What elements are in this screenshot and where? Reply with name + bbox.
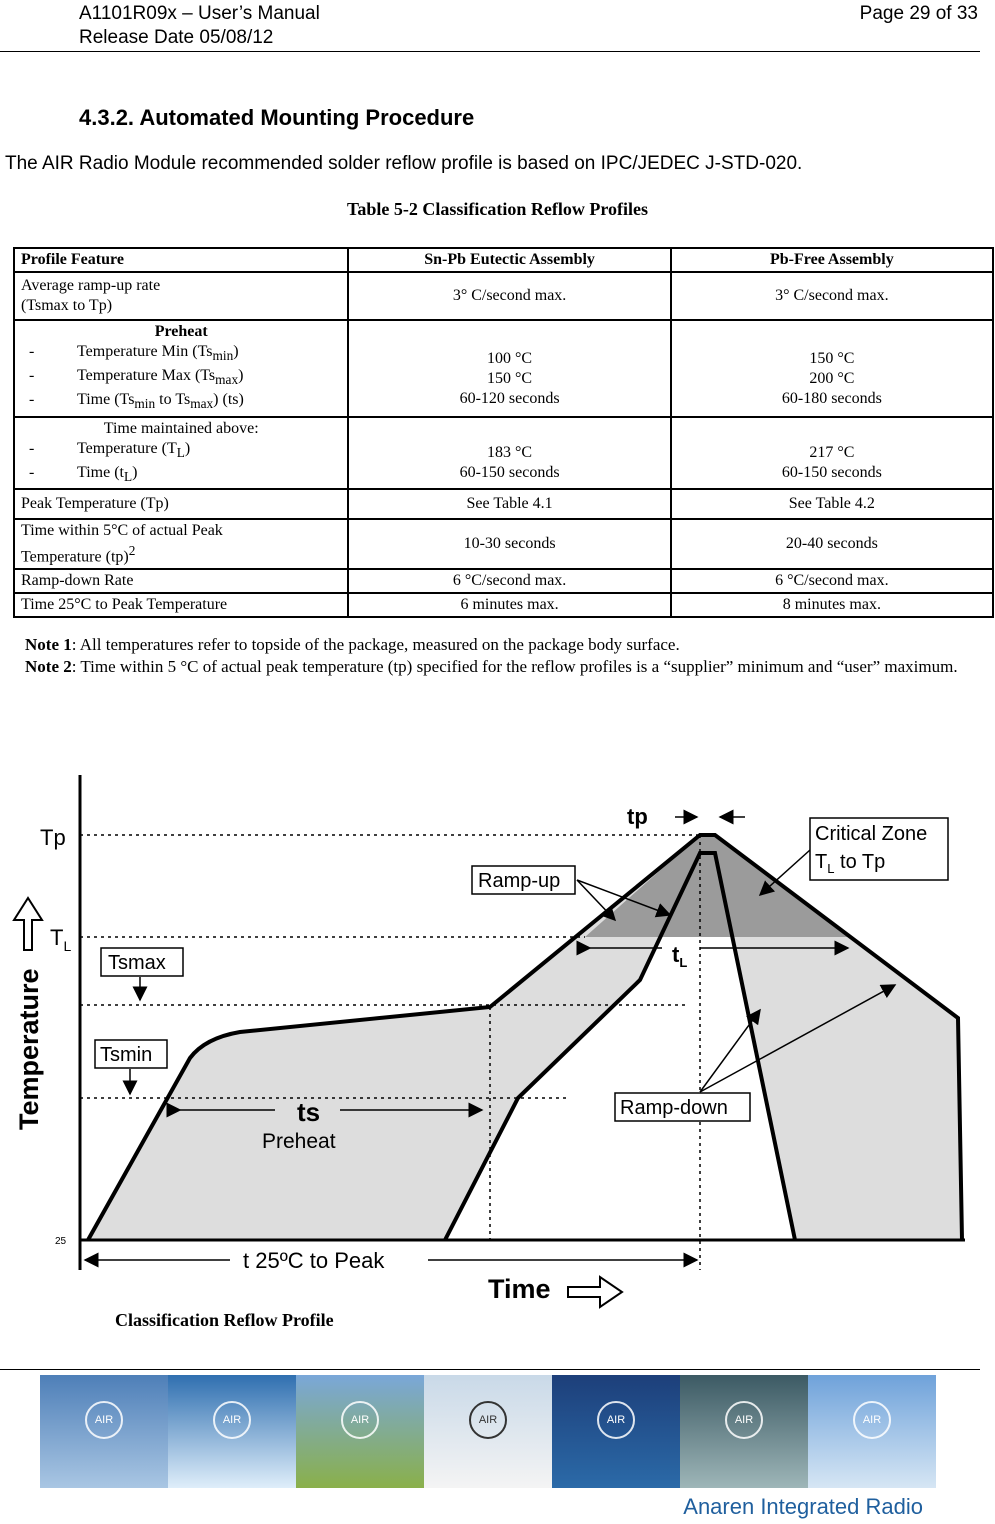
temperature-axis-label: Temperature — [14, 968, 44, 1130]
value-cell: 8 minutes max. — [671, 593, 993, 617]
air-badge-icon: AIR — [341, 1401, 379, 1439]
tl-small-label: $t_L$ — [672, 942, 688, 970]
value-cell: 150 °C 200 °C 60-180 seconds — [671, 320, 993, 417]
value-cell: 3° C/second max. — [671, 272, 993, 320]
table-row — [14, 519, 993, 569]
release-date: Release Date 05/08/12 — [79, 27, 274, 48]
air-badge-icon: AIR — [213, 1401, 251, 1439]
value-cell: 20-40 seconds — [671, 519, 993, 569]
page-number: Page 29 of 33 — [859, 3, 978, 24]
header-cell: Sn-Pb Eutectic Assembly — [348, 248, 670, 272]
banner-panel — [680, 1375, 808, 1488]
doc-title: A1101R09x – User’s Manual — [79, 3, 320, 24]
reflow-table — [13, 247, 994, 618]
table-caption: Table 5-2 Classification Reflow Profiles — [347, 199, 648, 219]
ramp-down-label: Ramp-down — [620, 1097, 728, 1119]
tp-small-label: tp — [627, 804, 648, 829]
brand-name: Anaren Integrated Radio — [683, 1494, 923, 1519]
tsmin-label: Tsmin — [100, 1044, 153, 1066]
value-cell: 217 °C 60-150 seconds — [671, 417, 993, 489]
critical-zone-label: Critical Zone — [815, 823, 928, 845]
table-row — [14, 489, 993, 519]
air-badge-icon: AIR — [597, 1401, 635, 1439]
banner-panel — [808, 1375, 936, 1488]
value-cell: 6 °C/second max. — [671, 569, 993, 593]
value-cell: 6 °C/second max. — [348, 569, 670, 593]
feature-cell: Preheat - Temperature Min $(Ts_{min})$ - Temperature Max $(Ts_{max})$ - Time ($Ts_{min}$ to $Ts_{max}$) (ts) — [14, 320, 348, 417]
note-2: Note 2: Time within 5 °C of actual peak temperature (tp) specified for the reflow profiles is a “supplier” minimum and “user” maximum. — [25, 657, 958, 676]
feature-cell: Time maintained above: - Temperature $(T_L)$ - Time $(t_L)$ — [14, 417, 348, 489]
value-cell: 6 minutes max. — [348, 593, 670, 617]
feature-cell: Peak Temperature (Tp) — [14, 489, 348, 519]
table-row — [14, 417, 993, 489]
footer-banner — [40, 1375, 936, 1488]
header-cell: Pb-Free Assembly — [671, 248, 993, 272]
table-row — [14, 320, 993, 417]
air-badge-icon: AIR — [725, 1401, 763, 1439]
table-row — [14, 569, 993, 593]
ts-label: ts — [297, 1097, 321, 1127]
section-title: 4.3.2. Automated Mounting Procedure — [79, 105, 475, 130]
tsmax-label: Tsmax — [108, 952, 166, 974]
time-arrow-icon — [568, 1277, 622, 1307]
banner-panel — [552, 1375, 680, 1488]
feature-cell: Average ramp-up rate (Tsmax to Tp) — [14, 272, 348, 320]
tl-label: $T_L$ — [50, 925, 72, 954]
t-25-to-peak-label: t 25ºC to Peak — [243, 1248, 385, 1273]
time-axis-label: Time — [488, 1274, 551, 1304]
air-badge-icon: AIR — [853, 1401, 891, 1439]
intro-text: The AIR Radio Module recommended solder reflow profile is based on IPC/JEDEC J-STD-020. — [5, 153, 803, 174]
table-row — [14, 593, 993, 617]
temperature-arrow-icon — [14, 898, 42, 950]
value-cell: 10-30 seconds — [348, 519, 670, 569]
note-1: Note 1: All temperatures refer to topside of the package, measured on the package body surface. — [25, 635, 680, 654]
value-cell: 3° C/second max. — [348, 272, 670, 320]
doc-header — [79, 2, 320, 50]
value-cell: 183 °C 60-150 seconds — [348, 417, 670, 489]
table-header-row — [14, 248, 993, 272]
header-cell: Profile Feature — [14, 248, 348, 272]
air-badge-icon: AIR — [469, 1401, 507, 1439]
value-cell: See Table 4.2 — [671, 489, 993, 519]
critical-zone-range: $T_L$ to Tp — [815, 851, 886, 876]
banner-panel — [40, 1375, 168, 1488]
tick-25-label: 25 — [55, 1236, 67, 1247]
footer-rule — [0, 1369, 980, 1370]
preheat-label: Preheat — [262, 1130, 336, 1153]
table-row — [14, 272, 993, 320]
banner-panel — [424, 1375, 552, 1488]
feature-cell: Time within 5°C of actual Peak Temperature (tp)$^2$ — [14, 519, 348, 569]
figure-caption: Classification Reflow Profile — [115, 1310, 334, 1330]
value-cell: 100 °C 150 °C 60-120 seconds — [348, 320, 670, 417]
tp-label: Tp — [40, 825, 66, 850]
table-notes — [25, 634, 965, 678]
air-badge-icon: AIR — [85, 1401, 123, 1439]
value-cell: See Table 4.1 — [348, 489, 670, 519]
banner-panel — [296, 1375, 424, 1488]
header-rule — [0, 51, 980, 52]
ramp-up-label: Ramp-up — [478, 870, 561, 892]
feature-cell: Ramp-down Rate — [14, 569, 348, 593]
feature-cell: Time 25°C to Peak Temperature — [14, 593, 348, 617]
banner-panel — [168, 1375, 296, 1488]
reflow-profile-figure — [0, 740, 995, 1310]
